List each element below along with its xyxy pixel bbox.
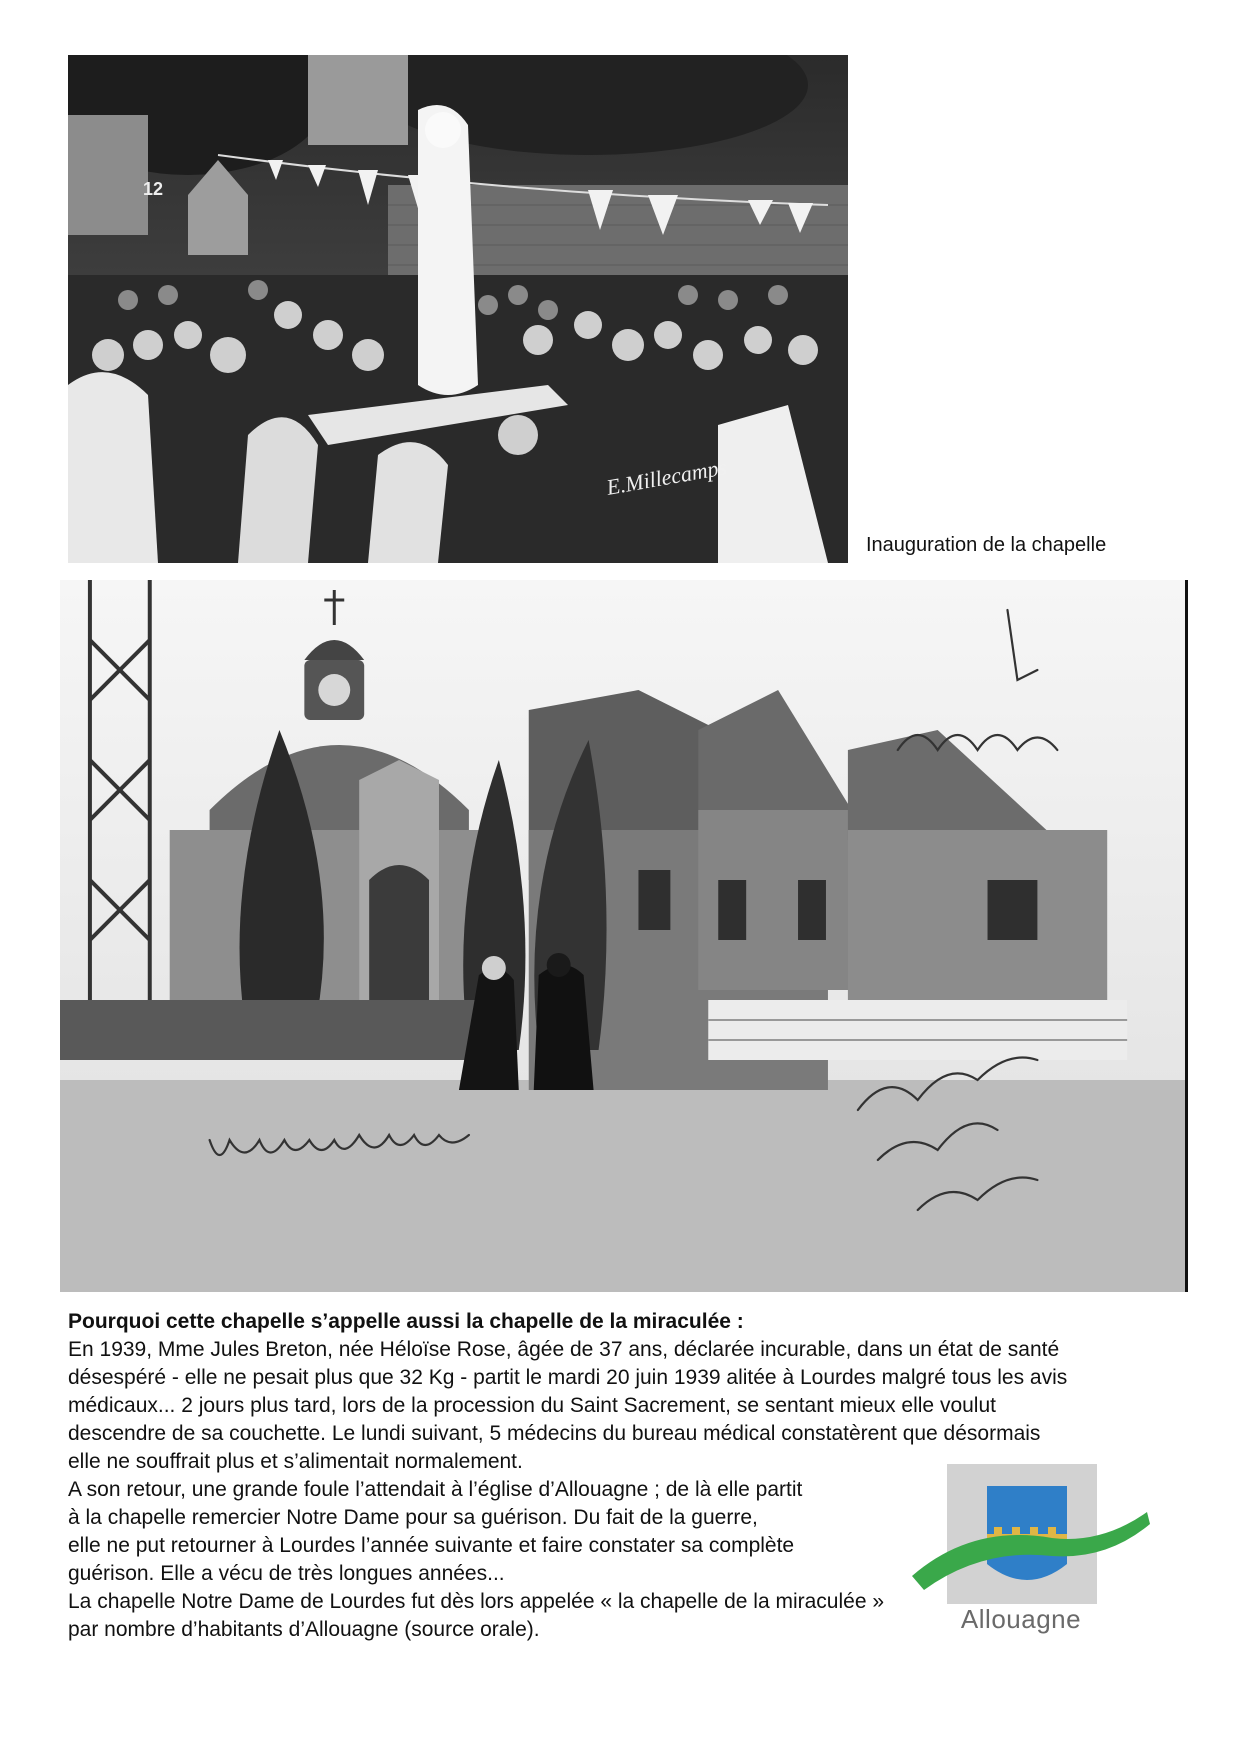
article-line-3: médicaux... 2 jours plus tard, lors de la procession du Saint Sacrement, se sentant mieux elle voulut [68,1394,996,1417]
coat-of-arms-icon [912,1464,1152,1604]
chapel-street-drawing [60,580,1185,1292]
article-line-11: par nombre d’habitants d’Allouagne (source orale). [68,1618,540,1641]
article-line-7: à la chapelle remercier Notre Dame pour sa guérison. Du fait de la guerre, [68,1506,758,1529]
svg-text:12: 12 [143,179,164,199]
article-line-6: A son retour, une grande foule l’attendait à l’église d’Allouagne ; de là elle partit [68,1478,803,1501]
procession-photo [68,55,848,563]
article-line-2: désespéré - elle ne pesait plus que 32 Kg - partit le mardi 20 juin 1939 alitée à Lourdes malgré tous les avis [68,1366,1068,1389]
svg-text:E.Millecamps: E.Millecamps [604,454,729,500]
article-line-9: guérison. Elle a vécu de très longues années... [68,1562,505,1585]
article-line-8: elle ne put retourner à Lourdes l’année suivante et faire constater sa complète [68,1534,795,1557]
article-line-4: descendre de sa couchette. Le lundi suivant, 5 médecins du bureau médical constatèrent que désormais [68,1422,1041,1445]
allouagne-logo [912,1464,1152,1644]
procession-photo-drawing [68,55,848,563]
logo-wordmark: Allouagne [960,1604,1082,1634]
article-line-5: elle ne souffrait plus et s’alimentait normalement. [68,1450,523,1473]
article-line-1: En 1939, Mme Jules Breton, née Héloïse Rose, âgée de 37 ans, déclarée incurable, dans un état de santé [68,1338,1060,1361]
article-title: Pourquoi cette chapelle s’appelle aussi la chapelle de la miraculée : [68,1310,744,1333]
article-line-10: La chapelle Notre Dame de Lourdes fut dès lors appelée « la chapelle de la miraculée » [68,1590,885,1613]
procession-photo-caption: Inauguration de la chapelle [866,534,1107,556]
chapel-street-photo [60,580,1188,1292]
